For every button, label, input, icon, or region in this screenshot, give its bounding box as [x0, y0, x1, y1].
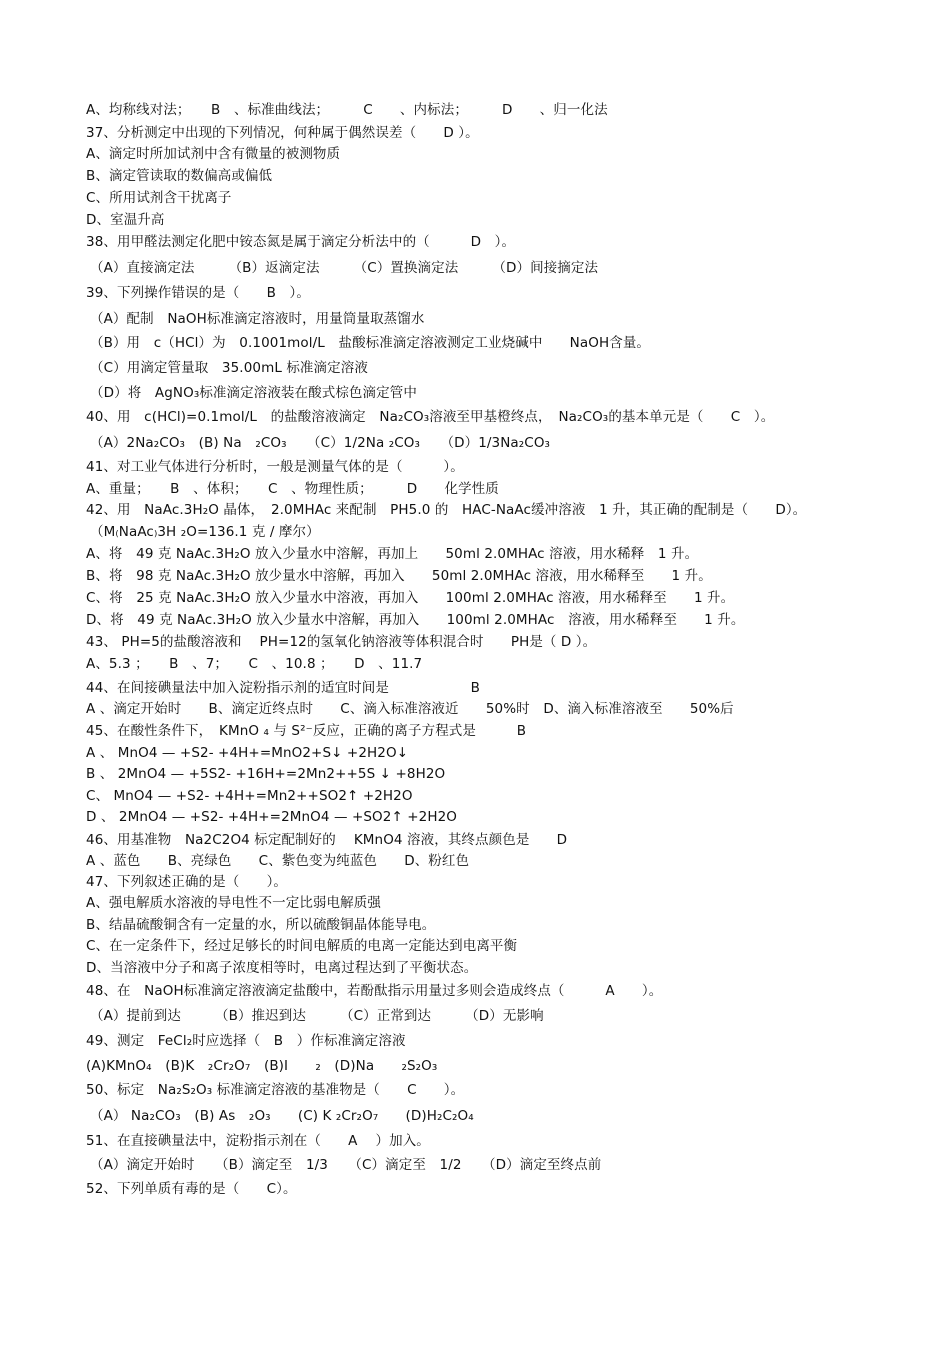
q45-option-c: C、 MnO4 — +S2- +4H+=Mn2++SO2↑ +2H2O: [86, 788, 413, 804]
q42-option-a: A、将 49 克 NaAc.3H₂O 放入少量水中溶解，再加上 50ml 2.0MHAc 溶液，用水稀释 1 升。: [86, 546, 699, 562]
q43-options: A、5.3 ； B 、7； C 、10.8 ； D 、11.7: [86, 656, 423, 672]
q39-option-b: （B）用 c（HCl）为 0.1001mol/L 盐酸标准滴定溶液测定工业烧碱中 NaOH含量。: [90, 335, 651, 351]
question-38: 38、用甲醛法测定化肥中铵态氮是属于滴定分析法中的（ D ）。: [86, 234, 516, 250]
question-49: 49、测定 FeCl₂时应选择（ B ）作标准滴定溶液: [86, 1033, 406, 1049]
q47-option-a: A、强电解质水溶液的导电性不一定比弱电解质强: [86, 895, 381, 911]
q42-molar-mass-note: （M₍NaAc₎3H ₂O=136.1 克 / 摩尔）: [90, 524, 320, 540]
question-42: 42、用 NaAc.3H₂O 晶体， 2.0MHAc 来配制 PH5.0 的 HAC-NaAc缓冲溶液 1 升，其正确的配制是（ D）。: [86, 502, 807, 518]
q38-options: （A）直接滴定法 （B）返滴定法 （C）置换滴定法 （D）间接摘定法: [90, 260, 599, 276]
question-37: 37、分析测定中出现的下列情况，何种属于偶然误差（ D ）。: [86, 125, 479, 141]
question-45: 45、在酸性条件下， KMnO ₄ 与 S²⁻反应，正确的离子方程式是 B: [86, 723, 527, 739]
question-50: 50、标定 Na₂S₂O₃ 标准滴定溶液的基准物是（ C ）。: [86, 1082, 465, 1098]
question-40: 40、用 c(HCl)=0.1mol/L 的盐酸溶液滴定 Na₂CO₃溶液至甲基橙终点， Na₂CO₃的基本单元是（ C ）。: [86, 409, 775, 425]
q39-option-c: （C）用滴定管量取 35.00mL 标准滴定溶液: [90, 360, 368, 376]
q45-option-b: B 、 2MnO4 — +5S2- +16H+=2Mn2++5S ↓ +8H2O: [86, 766, 446, 782]
q44-options: A 、滴定开始时 B、滴定近终点时 C、滴入标准溶液近 50%时 D、滴入标准溶液至 50%后: [86, 701, 734, 717]
q37-option-a: A、滴定时所加试剂中含有微量的被测物质: [86, 146, 341, 162]
q47-option-c: C、在一定条件下，经过足够长的时间电解质的电离一定能达到电离平衡: [86, 938, 518, 954]
q45-option-d: D 、 2MnO4 — +S2- +4H+=2MnO4 — +SO2↑ +2H2O: [86, 809, 458, 825]
question-51: 51、在直接碘量法中，淀粉指示剂在（ A ）加入。: [86, 1133, 430, 1149]
option-line-36: A、均称线对法； B 、标准曲线法； C 、内标法； D 、归一化法: [86, 102, 608, 118]
q42-option-b: B、将 98 克 NaAc.3H₂O 放少量水中溶解，再加入 50ml 2.0MHAc 溶液，用水稀释至 1 升。: [86, 568, 712, 584]
q37-option-b: B、滴定管读取的数偏高或偏低: [86, 168, 273, 184]
q49-options: (A)KMnO₄ (B)K ₂Cr₂O₇ (B)I ₂ (D)Na ₂S₂O₃: [86, 1058, 438, 1074]
q42-option-d: D、将 49 克 NaAc.3H₂O 放入少量水中溶解，再加入 100ml 2.0MHAc 溶液，用水稀释至 1 升。: [86, 612, 745, 628]
q48-options: （A）提前到达 （B）推迟到达 （C）正常到达 （D）无影响: [90, 1008, 544, 1024]
q45-option-a: A 、 MnO4 — +S2- +4H+=MnO2+S↓ +2H2O↓: [86, 745, 409, 761]
q41-options: A、重量； B 、体积； C 、物理性质； D 化学性质: [86, 481, 499, 497]
q37-option-c: C、所用试剂含干扰离子: [86, 190, 232, 206]
q50-options: （A） Na₂CO₃ (B) As ₂O₃ (C) K ₂Cr₂O₇ (D)H₂C₂O₄: [90, 1108, 474, 1124]
q46-options: A 、蓝色 B、亮绿色 C、紫色变为纯蓝色 D、粉红色: [86, 853, 470, 869]
question-46: 46、用基准物 Na2C2O4 标定配制好的 KMnO4 溶液，其终点颜色是 D: [86, 832, 568, 848]
q51-options: （A）滴定开始时 （B）滴定至 1/3 （C）滴定至 1/2 （D）滴定至终点前: [90, 1157, 602, 1173]
q42-option-c: C、将 25 克 NaAc.3H₂O 放入少量水中溶液，再加入 100ml 2.0MHAc 溶液，用水稀释至 1 升。: [86, 590, 735, 606]
question-44: 44、在间接碘量法中加入淀粉指示剂的适宜时间是 B: [86, 680, 480, 696]
question-52: 52、下列单质有毒的是（ C）。: [86, 1181, 297, 1197]
question-48: 48、在 NaOH标准滴定溶液滴定盐酸中，若酚酞指示用量过多则会造成终点（ A ）。: [86, 983, 663, 999]
q39-option-d: （D）将 AgNO₃标准滴定溶液装在酸式棕色滴定管中: [90, 385, 417, 401]
q40-options: （A）2Na₂CO₃ (B) Na ₂CO₃ （C）1/2Na ₂CO₃ （D）1/3Na₂CO₃: [90, 435, 551, 451]
question-47: 47、下列叙述正确的是（ ）。: [86, 874, 288, 890]
q37-option-d: D、室温升高: [86, 212, 165, 228]
question-41: 41、对工业气体进行分析时，一般是测量气体的是（ ）。: [86, 459, 464, 475]
q39-option-a: （A）配制 NaOH标准滴定溶液时，用量筒量取蒸馏水: [90, 311, 425, 327]
question-39: 39、下列操作错误的是（ B ）。: [86, 285, 310, 301]
q47-option-d: D、当溶液中分子和离子浓度相等时，电离过程达到了平衡状态。: [86, 960, 478, 976]
q47-option-b: B、结晶硫酸铜含有一定量的水，所以硫酸铜晶体能导电。: [86, 917, 436, 933]
question-43: 43、 PH=5的盐酸溶液和 PH=12的氢氧化钠溶液等体积混合时 PH是（ D ）。: [86, 634, 597, 650]
